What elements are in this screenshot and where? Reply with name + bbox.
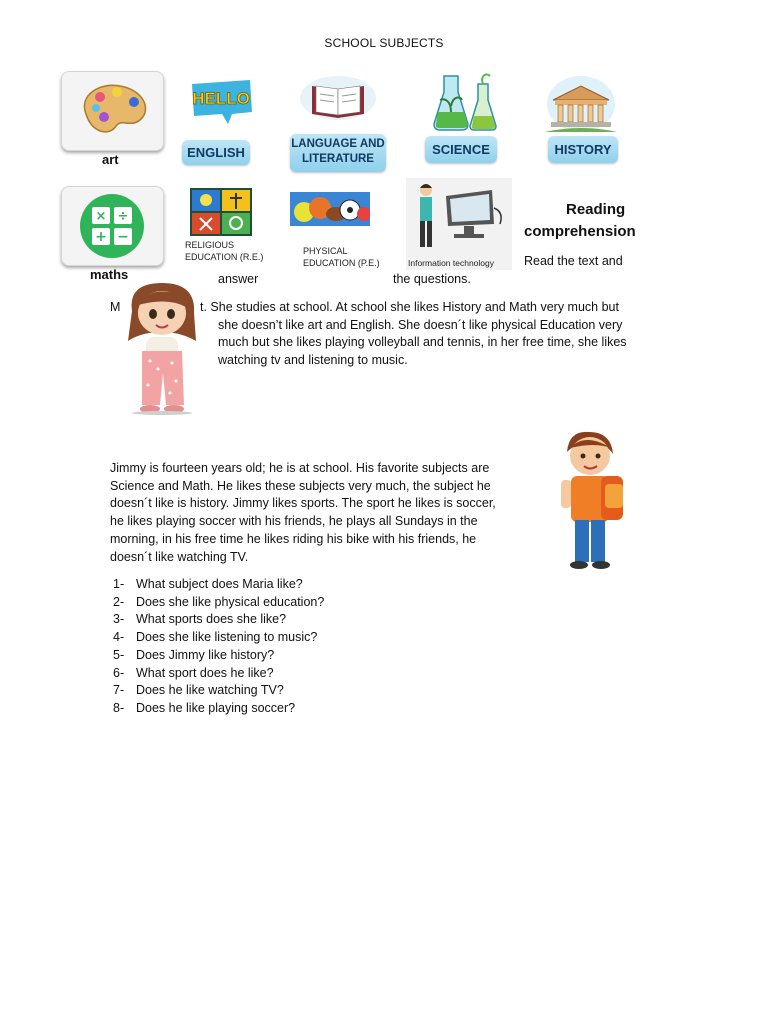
question-item: [113, 665, 513, 683]
reading-instruction-a: Read the text and: [524, 254, 623, 268]
physical-education-label: [303, 245, 393, 269]
jimmy-text-line: doesn´t like is history. Jimmy likes sports. The sport he likes is soccer,: [110, 496, 496, 511]
english-label: ENGLISH: [182, 140, 250, 165]
language-literature-label: [290, 134, 386, 172]
svg-text:−: −: [117, 229, 129, 245]
boy-illustration: [555, 430, 633, 572]
girl-illustration: [118, 281, 206, 415]
it-image: [406, 178, 512, 270]
flask-plant-icon: [430, 70, 500, 132]
physical-education-text: PHYSICAL EDUCATION (P.E.): [303, 246, 380, 268]
svg-text:+: +: [95, 229, 107, 245]
hello-sign-text: HELLO: [192, 89, 250, 108]
art-label: art: [102, 152, 119, 167]
question-text: Does she like listening to music?: [136, 630, 318, 645]
question-item: [113, 647, 513, 665]
religious-education-text: RELIGIOUS EDUCATION (R.E.): [185, 240, 264, 262]
question-text: Does he like playing soccer?: [136, 700, 296, 715]
religious-education-label: [185, 239, 275, 263]
question-item: [113, 576, 513, 594]
jimmy-text: [110, 460, 520, 566]
question-number: 8-: [113, 700, 125, 715]
history-label: HISTORY: [548, 136, 618, 163]
reading-instruction-b: answer: [218, 272, 259, 286]
question-text: What subject does Maria like?: [136, 577, 303, 591]
maria-text-line2: she doesn’t like art and English. She doesn´t like physical Education very: [218, 318, 623, 332]
maria-text-line4: watching tv and listening to music.: [218, 353, 408, 367]
svg-text:×: ×: [95, 209, 107, 224]
art-card: [61, 71, 164, 151]
language-literature-text: LANGUAGE AND LITERATURE: [291, 138, 385, 165]
jimmy-text-line: he likes playing soccer with his friends, he plays all Sundays in the: [110, 514, 478, 529]
palette-icon: [62, 72, 163, 150]
maria-text-line3: much but she likes playing volleyball and tennis, in her free time, she likes: [218, 335, 627, 349]
question-item: [113, 594, 513, 612]
question-item: [113, 611, 513, 629]
question-number: 1-: [113, 577, 125, 591]
svg-text:÷: ÷: [117, 209, 129, 224]
religious-symbols-icon: [190, 188, 252, 236]
teacher-computer-icon: [406, 178, 512, 258]
calculator-icon: [62, 187, 163, 265]
question-text: What sport does he like?: [136, 665, 274, 680]
book-icon: [298, 72, 378, 124]
question-number: 4-: [113, 630, 125, 645]
question-text: Does she like physical education?: [136, 594, 325, 609]
maths-card: [61, 186, 164, 266]
jimmy-text-line: Science and Math. He likes these subjects very much, the subject he: [110, 478, 491, 493]
question-number: 5-: [113, 647, 125, 662]
science-label: SCIENCE: [425, 136, 497, 163]
reading-heading-line2: comprehension: [524, 223, 636, 240]
page-title: SCHOOL SUBJECTS: [324, 36, 444, 50]
questions-list: [113, 576, 513, 718]
question-number: 7-: [113, 683, 125, 698]
question-number: 3-: [113, 612, 125, 627]
maria-text-line1: t. She studies at school. At school she likes History and Math very much but: [200, 300, 619, 314]
it-label: Information technology: [408, 258, 494, 268]
question-item: [113, 682, 513, 700]
sports-balls-icon: [290, 192, 370, 226]
question-text: Does he like watching TV?: [136, 683, 284, 698]
question-item: [113, 700, 513, 718]
maths-label: maths: [90, 267, 129, 279]
hello-sign-icon: [188, 76, 256, 126]
jimmy-text-line: morning, in his free time he likes riding his bike with his friends, he: [110, 531, 477, 546]
jimmy-text-line: Jimmy is fourteen years old; he is at school. His favorite subjects are: [110, 461, 490, 475]
jimmy-text-line: doesn´t like watching TV.: [110, 549, 249, 564]
reading-instruction-c: the questions.: [393, 272, 471, 286]
reading-heading-line1: Reading: [566, 201, 626, 218]
temple-icon: [545, 74, 617, 134]
question-text: Does Jimmy like history?: [136, 647, 275, 662]
maria-text-start: M: [110, 300, 121, 314]
question-number: 6-: [113, 665, 125, 680]
question-item: [113, 629, 513, 647]
question-number: 2-: [113, 594, 125, 609]
question-text: What sports does she like?: [136, 612, 287, 627]
